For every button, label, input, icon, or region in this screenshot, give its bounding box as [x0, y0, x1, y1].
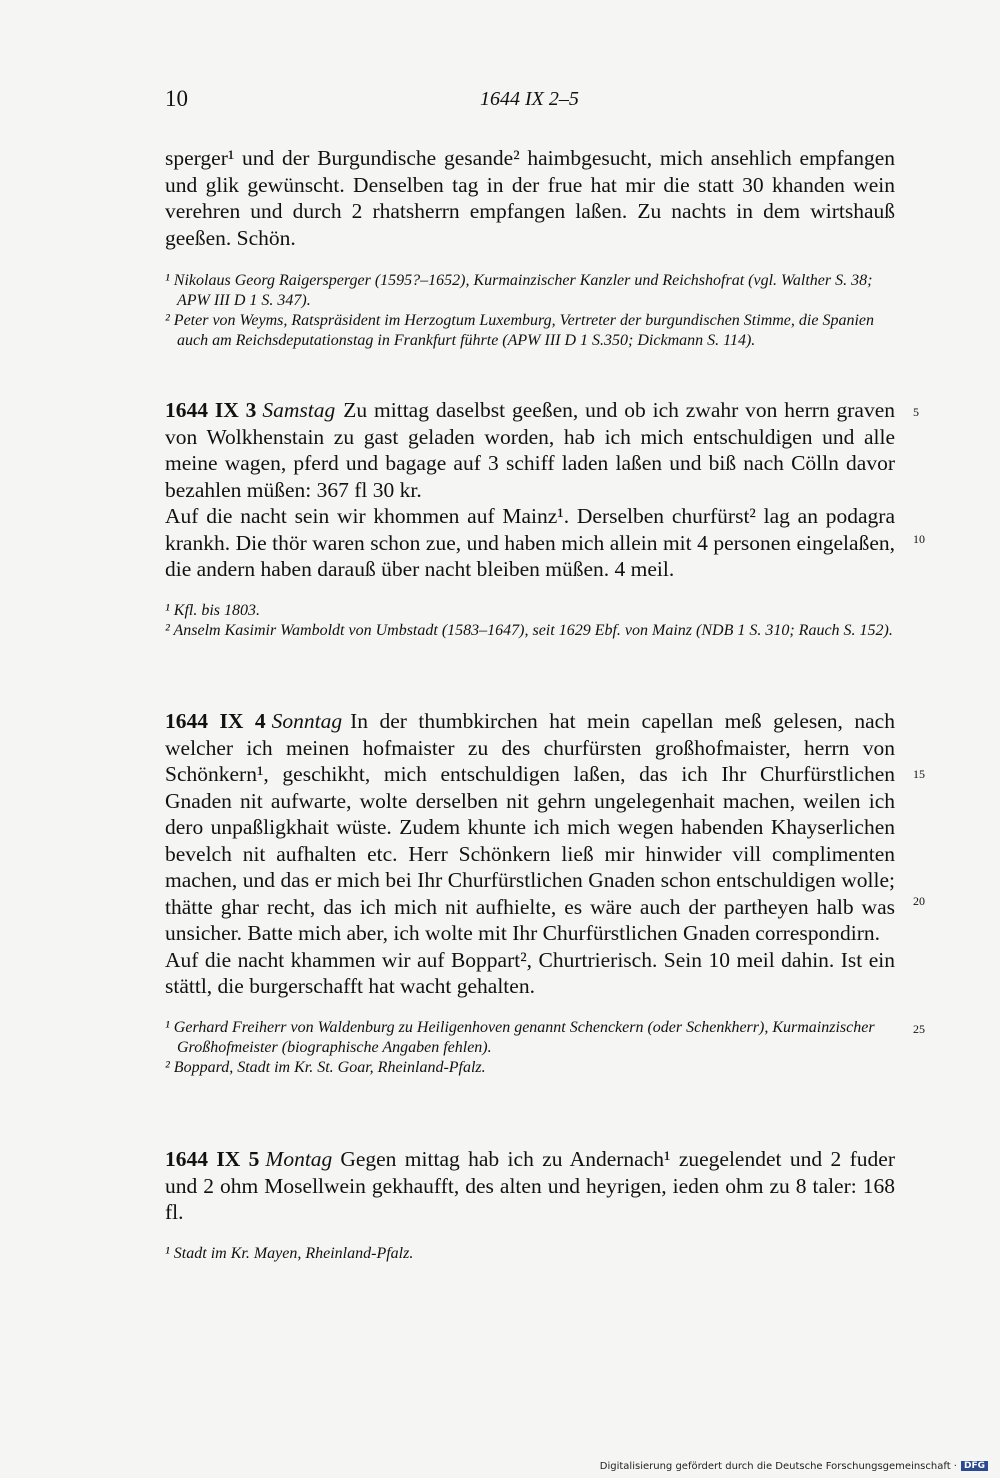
footnote: ¹ Kfl. bis 1803. [165, 601, 261, 619]
entry-paragraph-2: Auf die nacht khammen wir auf Boppart², Churtrierisch. Sein 10 meil dahin. Ist ein stättl, die burgerschafft hat wacht gehalten. [165, 947, 895, 998]
diary-entry-sept5 [165, 1146, 895, 1264]
diary-entry-sept3 [165, 397, 895, 641]
entry-weekday: Montag [265, 1147, 333, 1171]
line-number: 20 [913, 894, 925, 908]
continuation-block [165, 145, 895, 351]
footnote: ² Boppard, Stadt im Kr. St. Goar, Rheinland-Pfalz. [165, 1058, 486, 1076]
dfg-logo: DFG [961, 1461, 988, 1471]
line-number: 5 [913, 405, 919, 419]
line-number: 10 [913, 532, 925, 546]
entry-paragraph [165, 1146, 895, 1226]
entry-paragraph [165, 397, 895, 503]
footnote: ¹ Nikolaus Georg Raigersperger (1595?–1652), Kurmainzischer Kanzler und Reichshofrat (vgl. Walther S. 38; APW III D 1 S. 347). [165, 272, 873, 309]
entry-text: Zu mittag daselbst geeßen, und ob ich zwahr von herrn graven von Wolkhenstain zu gast geladen worden, hab ich mich entschuldigen und alle meine wagen, pferd und bagage auf 3 schiff laden laßen und biß nach Cölln davor bezahlen müßen: 367 fl 30 kr. [165, 398, 896, 502]
entry-date: 1644 IX 4 [165, 709, 266, 733]
line-number: 25 [913, 1022, 925, 1036]
entry-date: 1644 IX 3 [165, 398, 257, 422]
digitization-credit [600, 1461, 988, 1472]
diary-entry-sept4 [165, 708, 895, 1078]
line-number: 15 [913, 767, 925, 781]
entry-text: In der thumbkirchen hat mein capellan meß gelesen, nach welcher ich meinen hofmaister zu des churfürsten großhofmaister, herrn von Schönkern¹, geschikht, mich entschuldigen laßen, das ich Ihr Churfürstlichen Gnaden nit aufwarte, wolte derselben nit gehrn ungelegenhait machen, weilen ich dero unpaßligkhait wüste. Zudem khunte ich mich wegen habenden Khayserlichen bevelch nit aufhalten etc. Herr Schönkern ließ mir hinwider vill complimenten machen, und das er mich bei Ihr Churfürstlichen Gnaden schon entschuldigen wolle; thätte ghar recht, das ich mich nit aufhielte, es wäre auch der partheyen halb was unsicher. Batte mich aber, ich wolte mit Ihr Churfürstlichen Gnaden correspondirn. [165, 709, 895, 945]
running-head: 1644 IX 2–5 [480, 88, 579, 110]
footnote: ² Anselm Kasimir Wamboldt von Umbstadt (1583–1647), seit 1629 Ebf. von Mainz (NDB 1 S. 310; Rauch S. 152). [165, 621, 893, 639]
entry-paragraph-2: Auf die nacht sein wir khommen auf Mainz¹. Derselben churfürst² lag an podagra krankh. Die thör waren schon zue, und haben mich allein mit 4 personen eingelaßen, die andern haben darauß über nacht bleiben müßen. 4 meil. [165, 504, 895, 581]
continuation-paragraph: sperger¹ und der Burgundische gesande² haimbgesucht, mich ansehlich empfangen und glik gewünscht. Denselben tag in der frue hat mir die statt 30 khanden wein verehren und durch 2 rhatsherrn empfangen laßen. Zu nachts in dem wirtshauß geeßen. Schön. [165, 146, 895, 250]
entry-date: 1644 IX 5 [165, 1147, 260, 1171]
page-header [165, 86, 895, 116]
entry-weekday: Samstag [262, 398, 336, 422]
page-number: 10 [165, 86, 188, 111]
footnote: ¹ Gerhard Freiherr von Waldenburg zu Heiligenhoven genannt Schenckern (oder Schenkherr), Kurmainzischer Großhofmeister (biographische Angaben fehlen). [165, 1018, 875, 1056]
entry-paragraph [165, 708, 895, 947]
footnote: ¹ Stadt im Kr. Mayen, Rheinland-Pfalz. [165, 1244, 414, 1262]
credit-text: Digitalisierung gefördert durch die Deutsche Forschungsgemeinschaft · [599, 1461, 957, 1472]
footnote: ² Peter von Weyms, Ratspräsident im Herzogtum Luxemburg, Vertreter der burgundischen Stimme, die Spanien auch am Reichsdeputationstag in Frankfurt führte (APW III D 1 S.350; Dickmann S. 114). [165, 312, 874, 349]
entry-text: Gegen mittag hab ich zu Andernach¹ zuegelendet und 2 fuder und 2 ohm Mosellwein gekhaufft, des alten und heyrigen, ieden ohm zu 8 taler: 168 fl. [165, 1147, 895, 1224]
entry-weekday: Sonntag [271, 709, 343, 733]
